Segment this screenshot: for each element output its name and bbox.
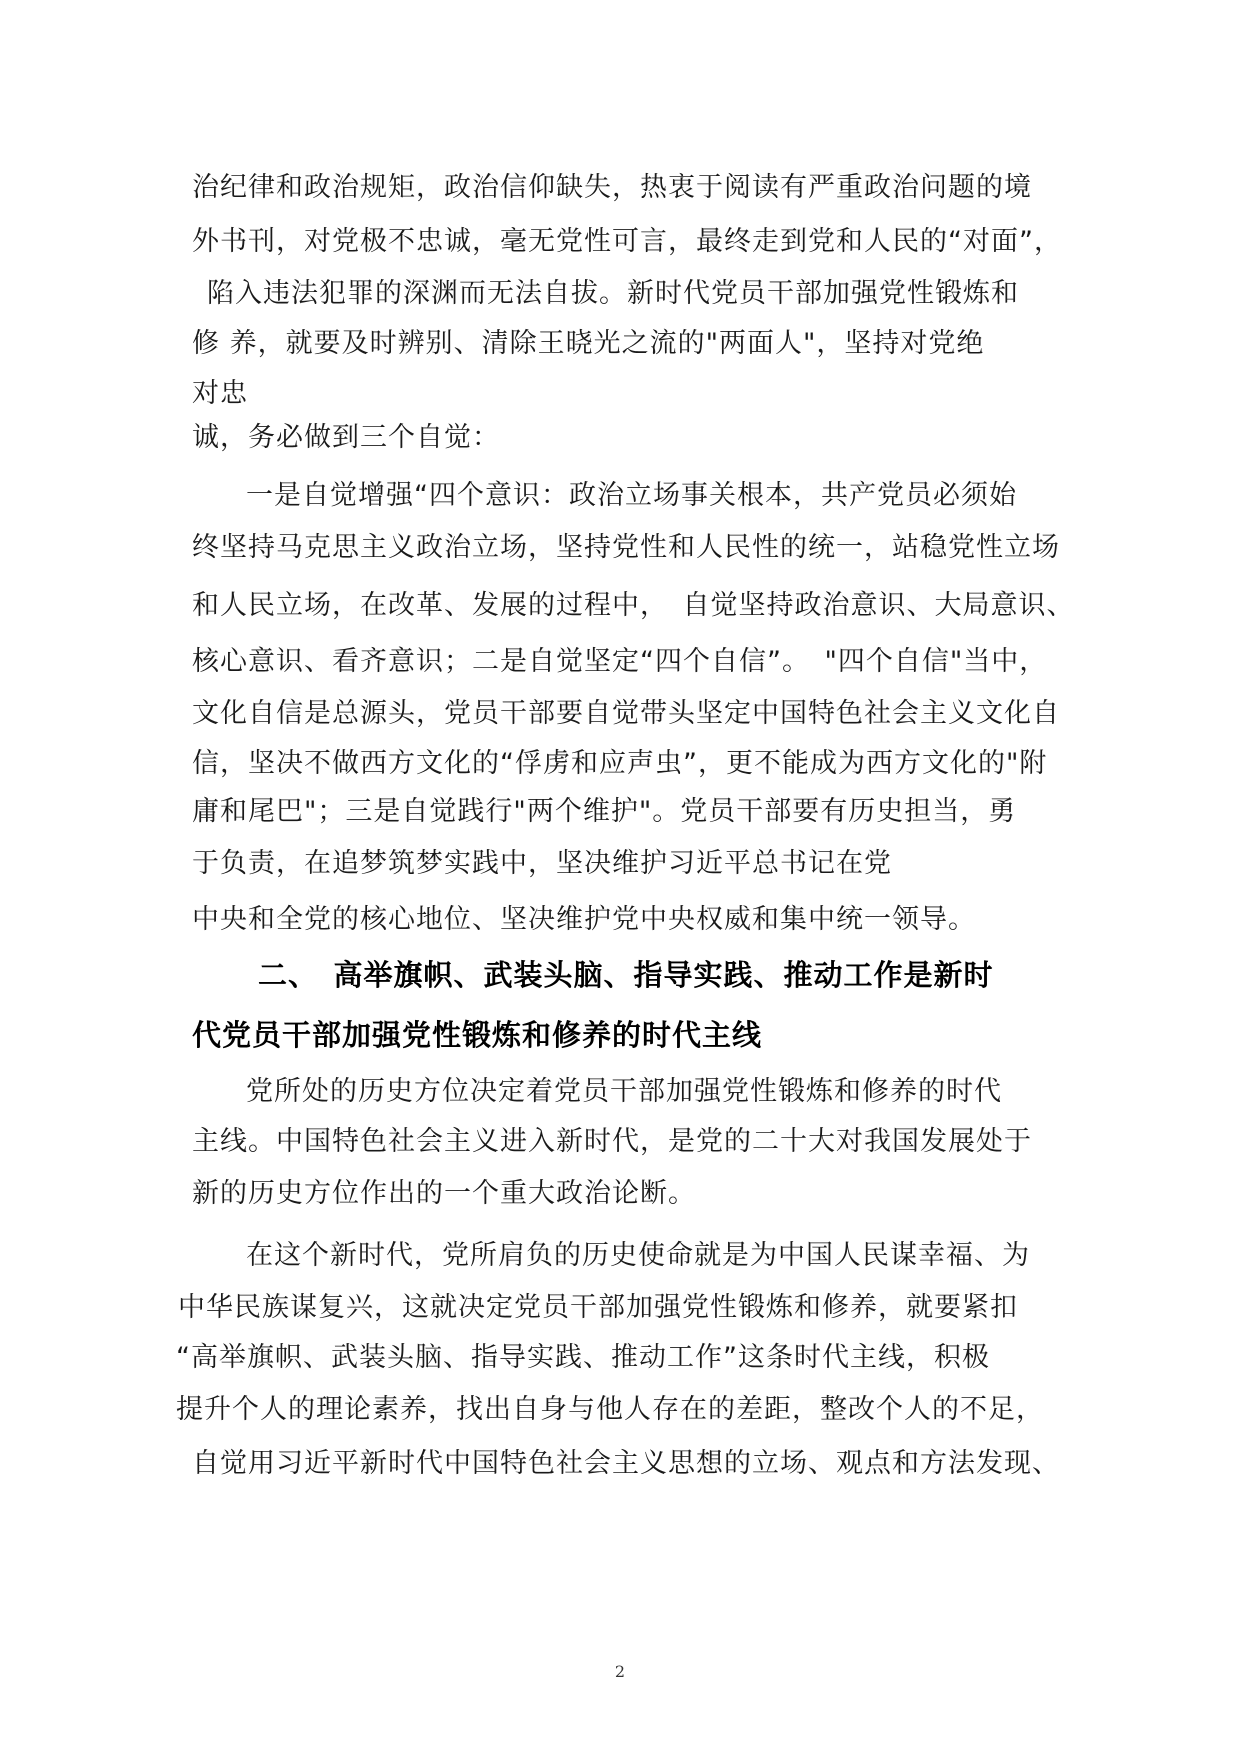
body-line: 治纪律和政治规矩，政治信仰缺失，热衷于阅读有严重政治问题的境 bbox=[192, 172, 1032, 203]
body-line: 文化自信是总源头，党员干部要自觉带头坚定中国特色社会主义文化自 bbox=[192, 698, 1060, 729]
body-line: 主线。中国特色社会主义进入新时代，是党的二十大对我国发展处于 bbox=[192, 1126, 1032, 1157]
body-line: 在这个新时代，党所肩负的历史使命就是为中国人民谋幸福、为 bbox=[246, 1240, 1030, 1271]
body-line: 党所处的历史方位决定着党员干部加强党性锻炼和修养的时代 bbox=[246, 1076, 1002, 1107]
body-line: 修 养，就要及时辨别、清除王晓光之流的"两面人"，坚持对党绝 bbox=[192, 328, 985, 359]
body-line: 庸和尾巴"；三是自觉践行"两个维护"。党员干部要有历史担当，勇 bbox=[192, 796, 1017, 827]
body-line: 信，坚决不做西方文化的“俘虏和应声虫”，更不能成为西方文化的"附 bbox=[192, 748, 1048, 779]
body-line: 诚，务必做到三个自觉： bbox=[192, 422, 500, 453]
section-heading: 代党员干部加强党性锻炼和修养的时代主线 bbox=[192, 1018, 763, 1052]
body-line: 提升个人的理论素养，找出自身与他人存在的差距，整改个人的不足， bbox=[176, 1394, 1044, 1425]
page-number: 2 bbox=[614, 1662, 626, 1681]
body-line: 一是自觉增强“四个意识：政治立场事关根本，共产党员必须始 bbox=[246, 480, 1017, 511]
body-line: 核心意识、看齐意识；二是自觉坚定“四个自信”。 "四个自信"当中， bbox=[192, 646, 1048, 677]
body-line: 外书刊，对党极不忠诚，毫无党性可言，最终走到党和人民的“对面”， bbox=[192, 226, 1062, 257]
body-line: 中央和全党的核心地位、坚决维护党中央权威和集中统一领导。 bbox=[192, 904, 976, 935]
body-line: “高举旗帜、武装头脑、指导实践、推动工作”这条时代主线，积极 bbox=[176, 1342, 990, 1373]
body-line: 对忠 bbox=[192, 378, 248, 409]
body-line: 中华民族谋复兴，这就决定党员干部加强党性锻炼和修养，就要紧扣 bbox=[178, 1292, 1018, 1323]
body-line: 陷入违法犯罪的深渊而无法自拔。新时代党员干部加强党性锻炼和 bbox=[207, 278, 1019, 309]
body-line: 自觉用习近平新时代中国特色社会主义思想的立场、观点和方法发现、 bbox=[192, 1448, 1060, 1479]
body-line: 于负责，在追梦筑梦实践中，坚决维护习近平总书记在党 bbox=[192, 848, 892, 879]
body-line: 和人民立场，在改革、发展的过程中， 自觉坚持政治意识、大局意识、 bbox=[192, 590, 1075, 621]
body-line: 终坚持马克思主义政治立场，坚持党性和人民性的统一，站稳党性立场 bbox=[192, 532, 1060, 563]
body-line: 新的历史方位作出的一个重大政治论断。 bbox=[192, 1178, 696, 1209]
section-heading: 二、 高举旗帜、武装头脑、指导实践、推动工作是新时 bbox=[258, 958, 994, 992]
